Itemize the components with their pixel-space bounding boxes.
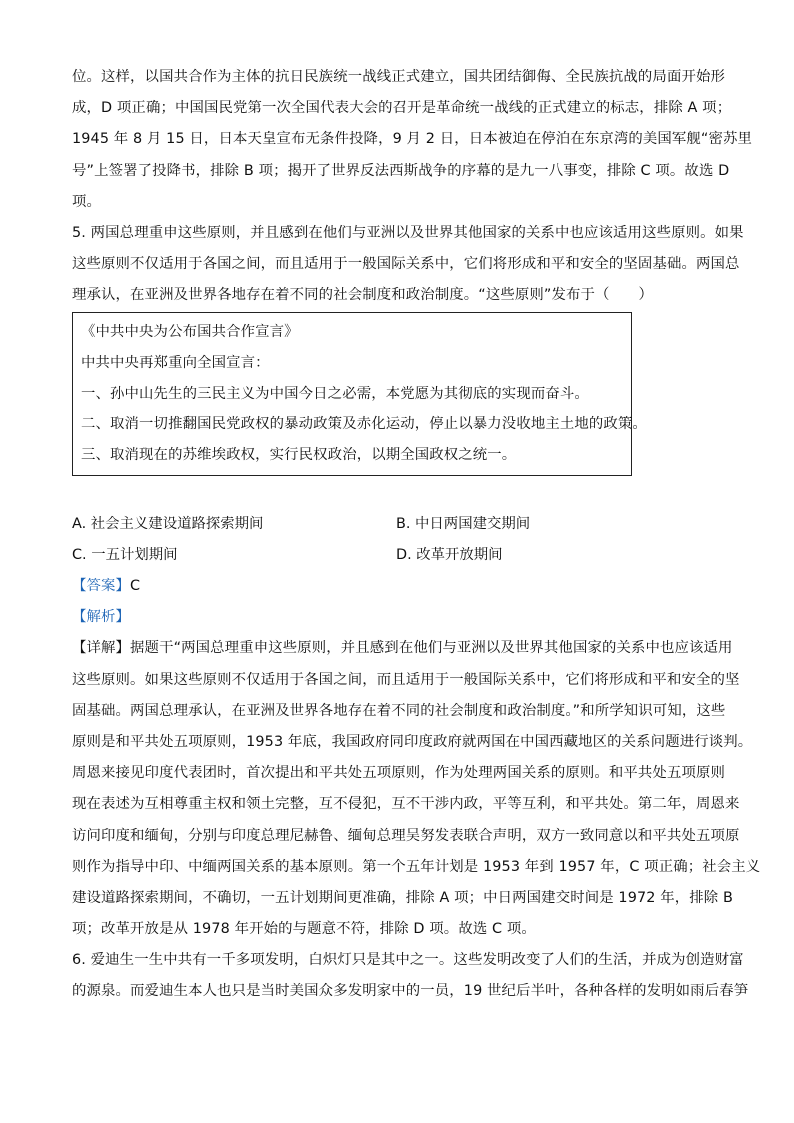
answer-options — [72, 509, 722, 571]
detail-line: 访问印度和缅甸，分别与印度总理尼赫鲁、缅甸总理吴努发表联合声明，双方一致同意以和平共处五项原 — [72, 827, 740, 844]
source-title: 《中共中央为公布国共合作宣言》 — [81, 324, 299, 340]
source-line: 中共中央再郑重向全国宣言： — [81, 354, 270, 371]
text-line: 项。 — [72, 193, 102, 210]
text-line: 位。这样，以国共合作为主体的抗日民族统一战线正式建立，国共团结御侮、全民族抗战的局面开始形 — [72, 69, 725, 85]
option-a: A. 社会主义建设道路探索期间 — [72, 516, 264, 532]
source-line: 一、孙中山先生的三民主义为中国今日之必需，本党愿为其彻底的实现而奋斗。 — [81, 385, 589, 402]
option-b: B. 中日两国建交期间 — [396, 516, 531, 532]
quoted-source-box — [72, 312, 647, 476]
option-c: C. 一五计划期间 — [72, 547, 178, 564]
answer-and-analysis — [72, 571, 761, 1008]
answer-tag: 【答案】 — [72, 578, 131, 594]
text-line: 成，D 项正确；中国国民党第一次全国代表大会的召开是革命统一战线的正式建立的标志，排除 A 项； — [72, 100, 732, 117]
detail-line: 则作为指导中印、中缅两国关系的基本原则。第一个五年计划是 1953 年到 1957 年，C 项正确；社会主义 — [72, 858, 761, 875]
analysis-tag: 【解析】 — [72, 609, 131, 626]
detail-line: 现在表述为互相尊重主权和领土完整，互不侵犯，互不干涉内政，平等互利，和平共处。第二年，周恩来 — [72, 796, 740, 813]
detail-line: 的源泉。而爱迪生本人也只是当时美国众多发明家中的一员，19 世纪后半叶，各种各样的发明如雨后春笋 — [72, 983, 749, 1000]
text-line: 这些原则不仅适用于各国之间，而且适用于一般国际关系中，它们将形成和平和安全的坚固基础。两国总 — [72, 256, 740, 273]
source-line: 二、取消一切推翻国民党政权的暴动政策及赤化运动，停止以暴力没收地主土地的政策。 — [81, 416, 647, 433]
detail-line: 原则是和平共处五项原则，1953 年底，我国政府同印度政府就两国在中国西藏地区的关系问题进行谈判。 — [72, 733, 753, 750]
detail-line — [72, 633, 733, 664]
option-d: D. 改革开放期间 — [396, 547, 503, 564]
detail-tag: 【详解】 — [72, 640, 131, 657]
detail-line: 项；改革开放是从 1978 年开始的与题意不符，排除 D 项。故选 C 项。 — [72, 921, 536, 938]
text-line: 号”上签署了投降书，排除 B 项；揭开了世界反法西斯战争的序幕的是九一八事变，排除 C 项。故选 D — [72, 162, 730, 179]
detail-text: 据题干“两国总理重申这些原则，并且感到在他们与亚洲以及世界其他国家的关系中也应该适用 — [130, 640, 733, 657]
detail-line: 这些原则。如果这些原则不仅适用于各国之间，而且适用于一般国际关系中，它们将形成和平和安全的坚 — [72, 671, 740, 688]
question-6-stem: 6. 爱迪生一生中共有一千多项发明，白炽灯只是其中之一。这些发明改变了人们的生活，并成为创造财富 — [72, 952, 744, 969]
analysis-line — [72, 602, 722, 633]
detail-line: 建设道路探索期间，不确切，一五计划期间更准确，排除 A 项；中日两国建交时间是 1972 年，排除 B — [72, 889, 733, 906]
question-5-stem: 5. 两国总理重申这些原则，并且感到在他们与亚洲以及世界其他国家的关系中也应该适用这些原则。如果 — [72, 224, 744, 241]
answer-line — [72, 571, 722, 602]
top-text-block — [72, 62, 753, 312]
source-line: 三、取消现在的苏维埃政权，实行民权政治，以期全国政权之统一。 — [81, 447, 517, 464]
detail-line: 固基础。两国总理承认，在亚洲及世界各地存在着不同的社会制度和政治制度。”和所学知识可知，这些 — [72, 702, 726, 719]
answer-value: C — [130, 578, 141, 594]
detail-line: 周恩来接见印度代表团时，首次提出和平共处五项原则，作为处理两国关系的原则。和平共处五项原则 — [72, 765, 725, 782]
text-line: 理承认，在亚洲及世界各地存在着不同的社会制度和政治制度。“这些原则”发布于（ ） — [72, 287, 654, 304]
text-line: 1945 年 8 月 15 日，日本天皇宣布无条件投降，9 月 2 日，日本被迫在停泊在东京湾的美国军舰“密苏里 — [72, 131, 753, 148]
